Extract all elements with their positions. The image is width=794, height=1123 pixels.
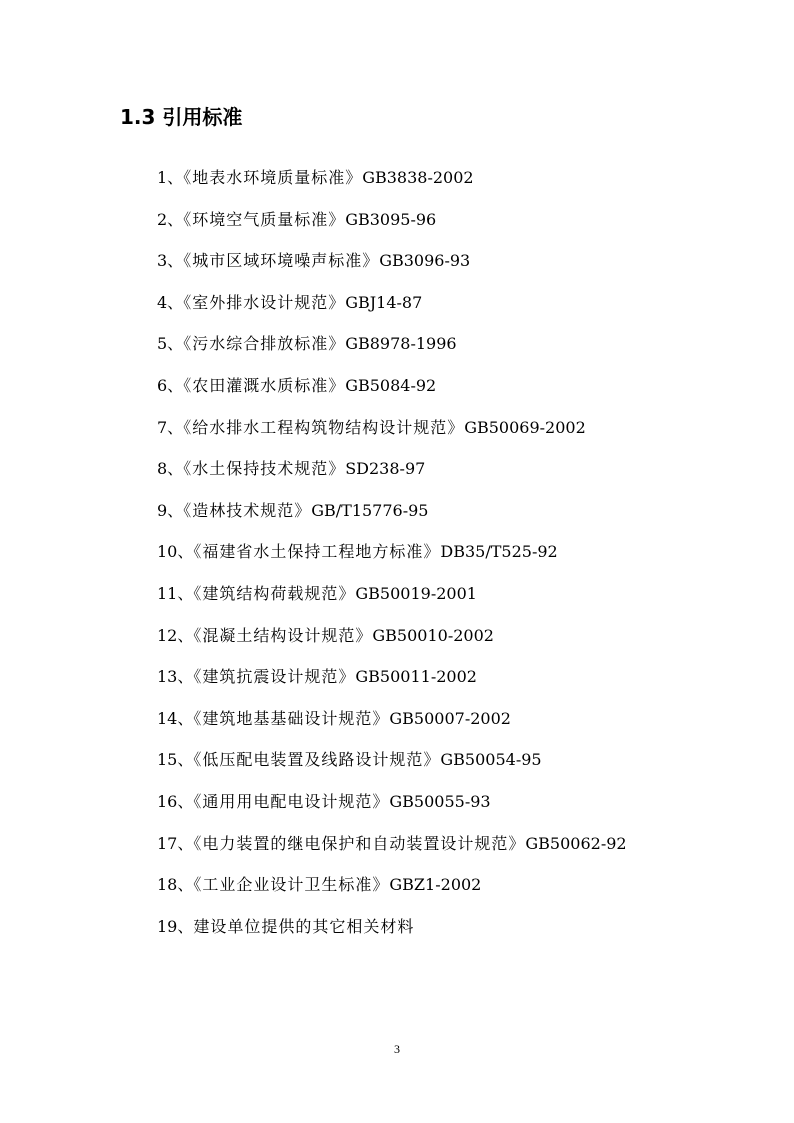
reference-code: GB8978-1996: [345, 334, 457, 354]
reference-title: 《低压配电装置及线路设计规范》: [193, 750, 441, 770]
reference-number: 17、: [157, 833, 194, 853]
reference-code: GBZ1-2002: [389, 875, 482, 895]
reference-title: 《电力装置的继电保护和自动装置设计规范》: [193, 833, 526, 853]
reference-title: 《建筑抗震设计规范》: [193, 667, 356, 687]
reference-number: 14、: [157, 708, 194, 728]
reference-number: 8、: [157, 459, 184, 479]
reference-number: 11、: [157, 583, 194, 603]
reference-item-12: [157, 623, 627, 665]
reference-title: 《建筑结构荷载规范》: [193, 583, 356, 603]
reference-code: GBJ14-87: [345, 292, 423, 312]
reference-item-1: [157, 165, 627, 207]
reference-title: 《地表水环境质量标准》: [183, 168, 363, 187]
reference-title: 《给水排水工程构筑物结构设计规范》: [183, 417, 465, 437]
reference-code: GB3838-2002: [362, 168, 474, 187]
reference-item-13: [157, 664, 627, 706]
reference-item-16: [157, 789, 627, 831]
reference-item-18: [157, 872, 627, 914]
reference-item-8: [157, 456, 627, 498]
reference-code: GB50010-2002: [372, 625, 494, 645]
reference-number: 10、: [157, 542, 194, 562]
reference-item-17: [157, 831, 627, 873]
reference-list: [157, 165, 627, 955]
reference-number: 4、: [157, 292, 184, 312]
reference-number: 13、: [157, 667, 194, 687]
reference-item-14: [157, 706, 627, 748]
reference-item-9: [157, 498, 627, 540]
reference-number: 3、: [157, 251, 184, 271]
reference-item-2: [157, 207, 627, 249]
reference-code: GB5084-92: [345, 375, 437, 395]
reference-code: GB50055-93: [389, 791, 491, 811]
reference-number: 9、: [157, 500, 184, 520]
reference-number: 18、: [157, 875, 194, 895]
reference-code: GB3095-96: [345, 209, 437, 229]
page-number: 3: [394, 1042, 400, 1056]
reference-title: 建设单位提供的其它相关材料: [193, 916, 415, 936]
reference-code: SD238-97: [345, 459, 426, 479]
reference-item-11: [157, 581, 627, 623]
reference-number: 2、: [157, 209, 184, 229]
reference-code: GB50069-2002: [464, 417, 586, 437]
reference-code: GB/T15776-95: [311, 500, 429, 520]
reference-item-5: [157, 331, 627, 373]
reference-code: GB3096-93: [379, 251, 471, 271]
reference-code: GB50007-2002: [389, 708, 511, 728]
reference-number: 7、: [157, 417, 184, 437]
reference-title: 《水土保持技术规范》: [183, 459, 346, 479]
reference-title: 《工业企业设计卫生标准》: [193, 875, 390, 895]
reference-number: 16、: [157, 791, 194, 811]
reference-code: DB35/T525-92: [440, 542, 558, 562]
reference-number: 1、: [157, 168, 184, 187]
reference-item-3: [157, 248, 627, 290]
reference-title: 《城市区域环境噪声标准》: [183, 251, 380, 271]
reference-number: 6、: [157, 375, 184, 395]
reference-title: 《室外排水设计规范》: [183, 292, 346, 312]
reference-title: 《通用用电配电设计规范》: [193, 791, 390, 811]
reference-number: 5、: [157, 334, 184, 354]
section-heading: 1.3 引用标准: [120, 105, 243, 129]
reference-title: 《造林技术规范》: [183, 500, 312, 520]
reference-number: 19、: [157, 916, 194, 936]
reference-code: GB50011-2002: [355, 667, 477, 687]
reference-code: GB50062-92: [525, 833, 627, 853]
reference-title: 《污水综合排放标准》: [183, 334, 346, 354]
reference-item-7: [157, 415, 627, 457]
reference-title: 《环境空气质量标准》: [183, 209, 346, 229]
reference-title: 《福建省水土保持工程地方标准》: [193, 542, 441, 562]
reference-item-6: [157, 373, 627, 415]
reference-item-10: [157, 539, 627, 581]
reference-number: 15、: [157, 750, 194, 770]
reference-title: 《农田灌溉水质标准》: [183, 375, 346, 395]
reference-title: 《建筑地基基础设计规范》: [193, 708, 390, 728]
reference-title: 《混凝土结构设计规范》: [193, 625, 373, 645]
reference-item-19: [157, 914, 627, 956]
reference-item-4: [157, 290, 627, 332]
reference-code: GB50019-2001: [355, 583, 477, 603]
reference-number: 12、: [157, 625, 194, 645]
reference-item-15: [157, 747, 627, 789]
reference-code: GB50054-95: [440, 750, 542, 770]
